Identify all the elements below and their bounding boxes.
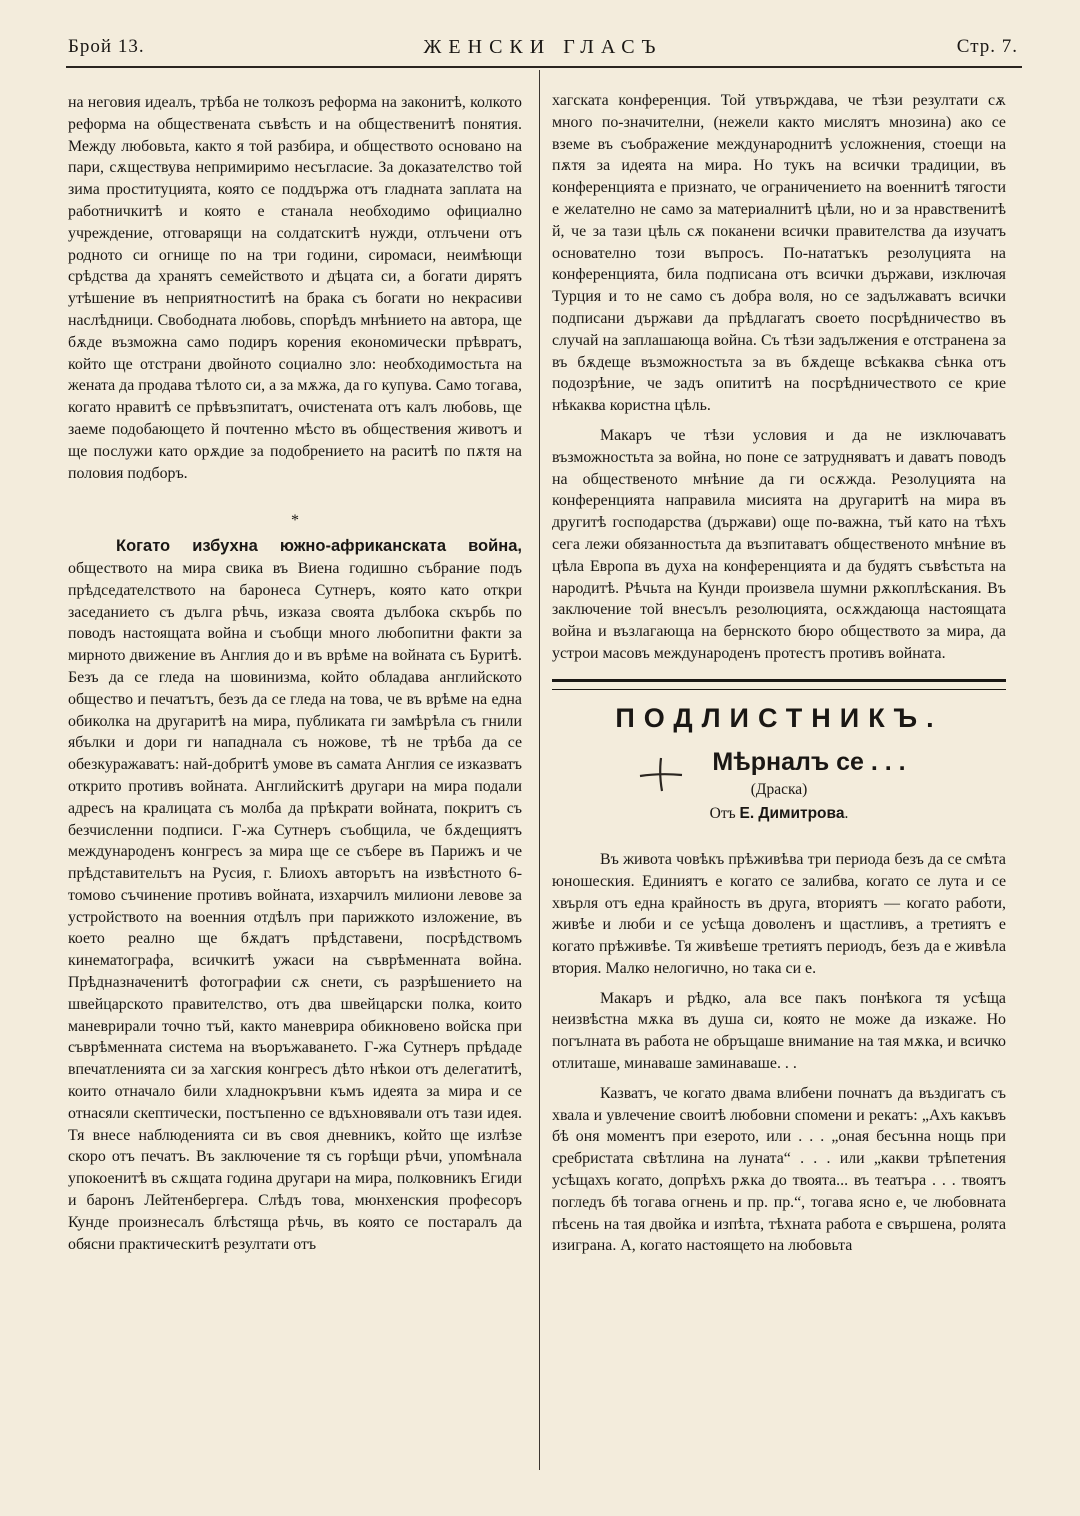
page-number: Стр. 7. [956, 36, 1018, 57]
left-paragraph-2-text: обществото на мира свика въ Виена годишно събрание подъ прѣдседателството на баронеса Сутнеръ, която като откри заседанието съ дълга рѣчь, изказа своята дълбока скърбь по поводъ настоящата война и съобщи много любопитни факти за мирното движение въ Англия до и въ врѣме на войната съ Буритѣ. Безъ да се гледа на шовинизма, който обладава английското общество и печатътъ, безъ да се гледа на това, че въ врѣме на една обиколка на другаритѣ на мира, публиката ги замѣрѣла съ гнили ябълки и дори ги нападнала съ ножове, тѣ не трѣба да се обезкуражаватъ: най-добритѣ умове въ самата Англия се изказватъ открито противъ войната. Английскитѣ другари на мира подали адресъ на кралицата съ молба да прѣкрати войната, покритъ съ безчисленни подписи. Г-жа Сутнеръ съобщила, че бѫдещиятъ международенъ конгресъ за мира ще се събере въ Парижъ и че прѣдставительтъ на Русия, г. Блиохъ авторътъ на извѣстното 6-томово съчинение противъ войната, изхарчилъ милиони левове за устройството на военния отдѣлъ при парижкото изложение, въ което реално ще бѫдатъ прѣдставени, посрѣдствомъ кинематографа, всичкитѣ ужаси на съврѣменната война. Прѣдназначенитѣ фотографии сѫ снети, съ разрѣшението на швейцарското правителство, отъ два швейцарски полка, които маневрирали точно тъй, както маневрира обикновено войска при съврѣменната система на въоръжаването. Г-жа Сутнеръ прѣдаде впечатленията си за хагския конгресъ дѣто нѣкои отъ делегатитѣ, които отначало били хладнокръвни къмъ идеята за мира и се отнасяли скептически, постъпенно се вдъхновявали отъ тази идея. Тя внесе наблюденията си въ своя дневникъ, който ще излѣзе скоро отъ печатъ. Въ заключение тя съ горѣщи рѣчи, упомѣнала упокоенитѣ въ сѫщата година другари на мира, полковникъ Егиди и баронъ Лейтенбергера. Слѣдъ това, мюнхенския професоръ Кунде произнесалъ блѣстяща рѣчь, въ която се постаралъ да обясни практическитѣ резултати отъ [68, 559, 522, 1253]
author-suffix: . [844, 805, 849, 823]
section-asterisk: * [291, 512, 299, 530]
issue-number: Брой 13. [68, 36, 145, 57]
newspaper-title: ЖЕНСКИ ГЛАСЪ [423, 36, 663, 58]
left-paragraph-1: на неговия идеалъ, трѣба не толкозъ реформа на законитѣ, колкото реформа на общественатa съвѣсть и на общественитѣ понятия. Между любовьта, както я той разбира, и обществото основано на пари, сѫществува непримиримо несъгласие. За доказателство той зима проституцията, която се поддържа отъ гладната заплата на работничкитѣ и която е станала необходимо официално учреждение, отговарящи на солдатскитѣ нужди, отлъчени отъ родното си огнище по на три години, сиромаси, неимѣющи срѣдства да хранятъ семейството и дѣцата си, а богати дирятъ утѣшение въ неприятноститѣ на брака съ богати но некрасиви наслѣдници. Свободната любовь, спорѣдъ мнѣнието на автора, ще бѫде възможна само подиръ корения економически прѣвратъ, който ще отстрани двойното социално зло: необходимостьта на жената да продава тѣлото си, а за мѫжа, да го купува. Само тогава, когато нравитѣ се прѣвъзпитатъ, очистената отъ калъ любовь, ще заеме подобающето й почтенно мѣсто въ обществения животъ и ще послужи като орѫдие за подобрението на раситѣ по пѫтя на половия подборъ. [68, 94, 522, 482]
story-paragraph-3: Казватъ, че когато двама влибени почнатъ да въздигатъ съ хвала и увлечение своитѣ любовни спомени и рекатъ: „Ахъ какъвъ бѣ оня моментъ при езерото, или . . . „оная бесънна нощь при сребристата свѣтлина на луната“ . . . или „какви трѣпетения усѣщахъ когато, допрѣхъ рѫка до твоята... въ театъра . . . твоятъ погледъ бѣ тогава огнень и пр. пр.“, тогава ясно е, че любовната пѣсень на тая двойка и изпѣта, тѣхната работа е свършена, ролята изиграна. А, когато настоящето на любовьта [552, 1084, 1006, 1255]
story-paragraph-1: Въ живота човѣкъ прѣживѣва три периода безъ да се смѣта юношеския. Единиятъ е когато се залибва, когато се лута и се хвърля отъ една крайность въ друга, вториятъ — когато работи, живѣе и люби и се усѣща доволенъ и щастливъ, а третиятъ е когато прѣживѣе. Тя живѣеше третиятъ периодъ, безъ да е живѣла втория. Малко нелогично, но така си е. [552, 850, 1006, 977]
header-rule [66, 66, 1022, 68]
left-column [68, 92, 522, 1255]
feuilleton-heading: ПОДЛИСТНИКЪ. [615, 702, 943, 733]
left-paragraph-2 [68, 536, 522, 1255]
story-title [612, 747, 1006, 776]
right-column [552, 90, 1006, 1257]
right-paragraph-2: Макаръ че тѣзи условия и да не изключаватъ възможностьта за война, но поне се затрудняватъ и даватъ поводъ на общественото мнѣние да ги осѫжда. Резолуцията на конференцията направила мисията на другаритѣ на мира въ другитѣ господарства (държави) още по-важна, тъй като на тѣхъ сега лежи обязанностьта да възпитаватъ общественото мнѣние въ цѣла Европа въ духа на конференцията и да будятъ съвѣстьта на народитѣ. Рѣчьта на Кунди произвела шумни рѫкоплѣскания. Въ заключение той внесълъ резолюцията, осѫждающа настоящата война и възлагающа на бернското бюро обществото за мира, да устрои масовъ международенъ протестъ противъ войната. [552, 426, 1006, 662]
story-author [552, 803, 1006, 825]
story-title-text: Мѣрналъ се . . . [712, 747, 906, 776]
story-subtitle: (Драска) [750, 781, 808, 799]
story-paragraph-2: Макаръ и рѣдко, ала все пакъ понѣкога тя усѣща неизвѣстна мѫка въ душа си, която не може да изкаже. Но погълната въ работа не обръщаше внимание на тая мѫка, и всичко отлиташе, минаваше заминаваше. . . [552, 989, 1006, 1073]
author-prefix: Отъ [709, 805, 740, 823]
pencil-cross-mark [636, 754, 684, 794]
section-double-rule [552, 679, 1006, 690]
column-divider [539, 70, 540, 1470]
author-name: Е. Димитрова [739, 805, 845, 823]
lead-phrase: Когато избухна южно-африканската война, [116, 537, 522, 556]
page-header [68, 36, 1018, 66]
right-paragraph-1: хагската конференция. Той утвърждава, че тѣзи резултати сѫ много по-значителни, (нежели както мислятъ мнозина) ако се вземе въ съображение международнитѣ усложнения, стоещи на пѫтя за идеята на мира. Но тукъ на всички традиции, въ конференцията е признато, че ограничението на военнитѣ тягости е желателно не само за материалнитѣ цѣли, но и за нравственитѣ й, че за тази цѣль сѫ поканени всички правителства да изучатъ основателно този въпросъ. По-нататъкъ резолуцията на конференцията, била подписана отъ всички държави, изключая Турция и то не само съ добра воля, но се задължаватъ всички подписани държави да прѣдлагатъ своето посрѣдничество въ случай на заплашающа война. Съ тѣзи задължения е отстранена за въ бѫдеще възможностьта за въ бѫдеще всѣкаква сѣнка отъ подозрѣние, че задъ опититѣ на посрѣдничеството се крие нѣкаква користна цѣль. [552, 92, 1006, 415]
